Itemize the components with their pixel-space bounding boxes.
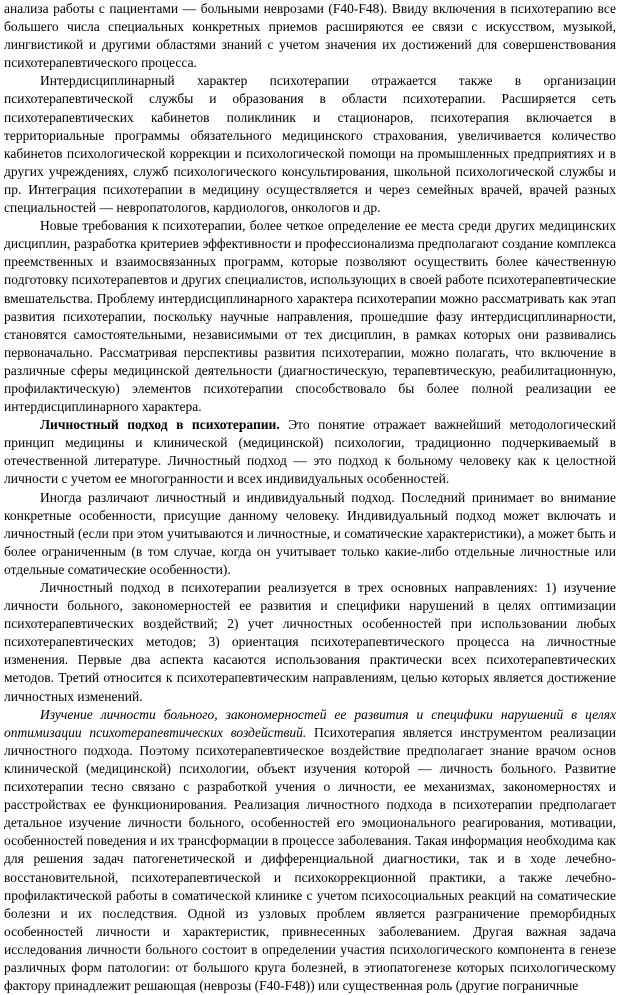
paragraph-5: [4, 489, 616, 579]
paragraph-1: [4, 0, 616, 72]
paragraph-6: [4, 579, 616, 706]
paragraph-3: [4, 217, 616, 416]
paragraph-text: Иногда различают личностный и индивидуальный подход. Последний принимает во внимание конкретные особенности, присущие данному человеку. Индивидуальный подход может включать и личностный (если при этом учитываются и личностные, и соматические характеристики), а может быть и более ограниченным (в том случае, когда он учитывает только какие-либо отдельные личностные или отдельные соматические особенности).: [4, 489, 616, 577]
paragraph-text: Новые требования к психотерапии, более четкое определение ее места среди других медицинских дисциплин, разработка критериев эффективности и профессионализма предполагают создание комплекса преемственных и взаимосвязанных программ, которые позволяют осуществить более качественную подготовку психотерапевтов и других специалистов, использующих в своей работе психотерапевтические вмешательства. Проблему интердисциплинарного характера психотерапии можно рассматривать как этап развития психотерапии, поскольку научные направления, прошедшие фазу интердисциплинарности, становятся самостоятельными, независимыми от тех дисциплин, в рамках которых они развивались первоначально. Рассматривая перспективы развития психотерапии, можно полагать, что включение в различные сферы медицинской деятельности (диагностическую, терапевтическую, реабилитационную, профилактическую) элементов психотерапии способствовало бы более полной реализации ее интердисциплинарного характера.: [4, 218, 616, 415]
paragraph-text: Это понятие отражает важнейший методологический принцип медицины и клинической (медицинской) психологии, традиционно подчеркиваемый в отечественной литературе. Личностный подход — это подход к больному человеку как к целостной личности с учетом ее многогранности и всех индивидуальных особенностей.: [4, 417, 616, 487]
paragraph-7: [4, 706, 616, 995]
paragraph-text: анализа работы с пациентами — больными неврозами (F40-F48). Ввиду включения в психотерапию все большего числа специальных конкретных приемов расширяются ее связи с искусством, музыкой, лингвистикой и другими областями знаний с учетом значения их достижений для совершенствования психотерапевтического процесса.: [4, 1, 616, 71]
paragraph-text: Личностный подход в психотерапии реализуется в трех основных направлениях: 1) изучение личности больного, закономерностей ее развития и специфики нарушений в целях оптимизации психотерапевтических воздействий; 2) учет личностных особенностей при использовании любых психотерапевтических методов; 3) ориентация психотерапевтического процесса на личностные изменения. Первые два аспекта касаются использования практически всех психотерапевтических методов. Третий относится к психотерапевтическим направлениям, целью которых является достижение личностных изменений.: [4, 580, 616, 704]
section-heading-personal-approach: Личностный подход в психотерапии.: [40, 417, 280, 433]
subsection-heading-personality-study: Изучение личности больного, закономерностей ее развития и специфики нарушений в целях оптимизации психотерапевтических воздействий.: [4, 706, 616, 740]
paragraph-4: [4, 416, 616, 488]
paragraph-2: [4, 72, 616, 217]
paragraph-text: Психотерапия является инструментом реализации личностного подхода. Поэтому психотерапевтическое воздействие предполагает знание врачом основ клинической (медицинской) психологии, объект изучения которой — личность больного. Развитие психотерапии тесно связано с разработкой учения о личности, ее механизмах, закономерностях и расстройствах ее функционирования. Реализация личностного подхода в психотерапии предполагает детальное изучение личности больного, особенностей его эмоционального реагирования, мотивации, особенностей поведения и их трансформации в процессе заболевания. Такая информация необходима как для решения задач патогенетической и дифференциальной диагностики, так и в ходе лечебно-восстановительной, психотерапевтической и психокоррекционной практики, а также лечебно-профилактической работы в соматической клинике с учетом психосоциальных реакций на соматические болезни и их последствия. Одной из узловых проблем является разграничение преморбидных особенностей личности и характеристик, привнесенных заболеванием. Другая важная задача исследования личности больного состоит в определении участия психологического компонента в генезе различных форм патологии: от большого круга болезней, в этиопатогенезе которых психологическому фактору принадлежит решающая (неврозы (F40-F48)) или существенная роль (другие пограничные: [4, 724, 616, 994]
paragraph-text: Интердисциплинарный характер психотерапии отражается также в организации психотерапевтической службы и образования в области психотерапии. Расширяется сеть психотерапевтических кабинетов поликлиник и стационаров, психотерапия включается в территориальные программы обязательного медицинского страхования, увеличивается количество кабинетов психологической коррекции и психологической помощи на промышленных предприятиях и в других учреждениях, служб психологического консультирования, школьной психологической службы и пр. Интеграция психотерапии в медицину осуществляется и через семейных врачей, врачей разных специальностей — невропатологов, кардиологов, онкологов и др.: [4, 73, 616, 216]
